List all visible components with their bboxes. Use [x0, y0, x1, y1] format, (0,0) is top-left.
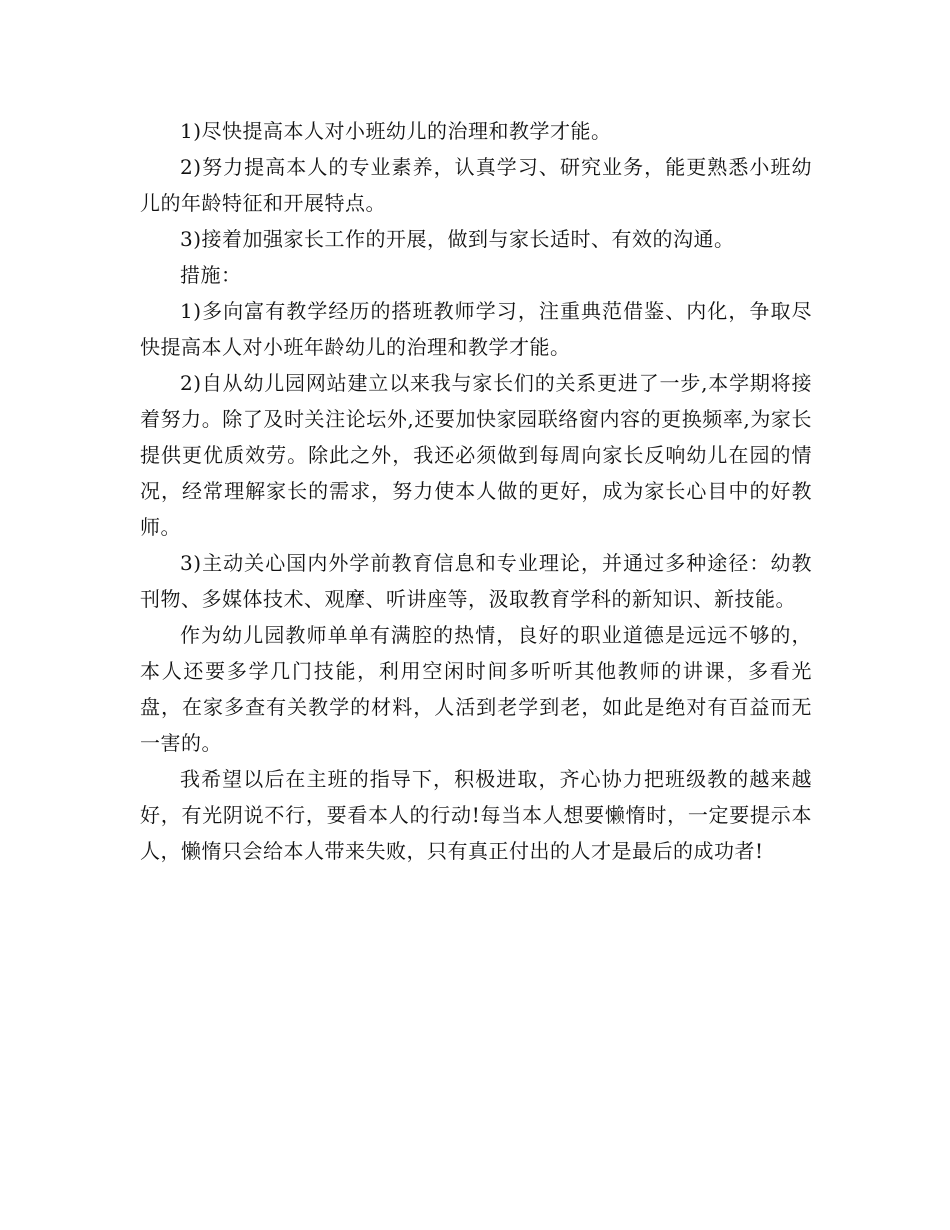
paragraph-goal-3: 3)接着加强家长工作的开展，做到与家长适时、有效的沟通。 [180, 227, 735, 251]
paragraph-goal-2: 2)努力提高本人的专业素养，认真学习、研究业务，能更熟悉小班幼儿的年龄特征和开展特点。 [140, 155, 812, 215]
paragraph-conclusion: 我希望以后在主班的指导下，积极进取，齐心协力把班级教的越来越好，有光阴说不行，要看本人的行动!每当本人想要懒惰时，一定要提示本人，懒惰只会给本人带来失败，只有真正付出的人才是最后的成功者! [140, 767, 812, 863]
paragraph-measure-2: 2)自从幼儿园网站建立以来我与家长们的关系更进了一步,本学期将接着努力。除了及时关注论坛外,还要加快家园联络窗内容的更换频率,为家长提供更优质效劳。除此之外，我还必须做到每周向家长反响幼儿在园的情况，经常理解家长的需求，努力使本人做的更好，成为家长心目中的好教师。 [140, 371, 812, 539]
paragraph-measure-3: 3)主动关心国内外学前教育信息和专业理论，并通过多种途径：幼教刊物、多媒体技术、观摩、听讲座等，汲取教育学科的新知识、新技能。 [140, 551, 812, 611]
paragraph-reflection: 作为幼儿园教师单单有满腔的热情，良好的职业道德是远远不够的，本人还要多学几门技能，利用空闲时间多听听其他教师的讲课，多看光盘，在家多查有关教学的材料，人活到老学到老，如此是绝对有百益而无一害的。 [140, 623, 812, 755]
paragraph-goal-1: 1)尽快提高本人对小班幼儿的治理和教学才能。 [180, 119, 612, 143]
paragraph-measure-1: 1)多向富有教学经历的搭班教师学习，注重典范借鉴、内化，争取尽快提高本人对小班年龄幼儿的治理和教学才能。 [140, 299, 812, 359]
document-body [140, 113, 812, 869]
paragraph-measures-heading: 措施： [180, 263, 242, 287]
